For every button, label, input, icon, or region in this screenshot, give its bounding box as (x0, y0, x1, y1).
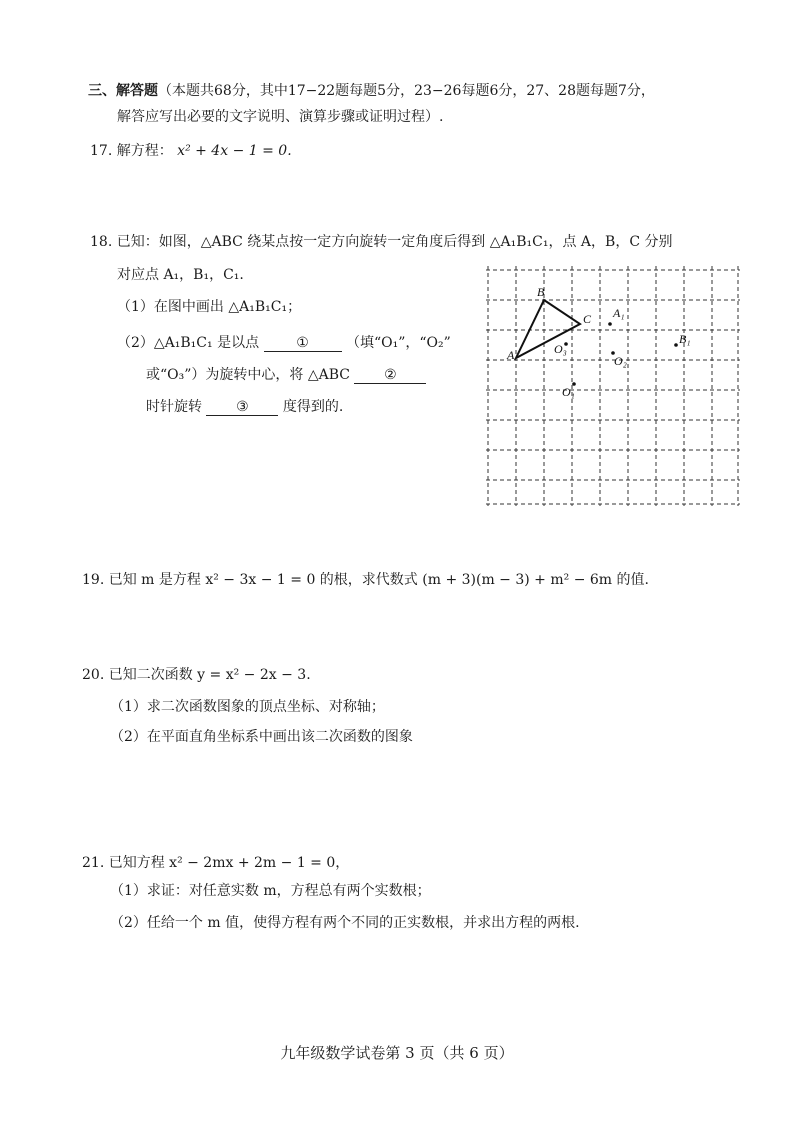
question-number: 19. (82, 572, 105, 588)
label-c: C (583, 312, 592, 326)
section-title: 三、解答题 (88, 83, 158, 99)
label-a: A (507, 348, 515, 362)
label-o2: O₂ (614, 354, 627, 368)
question-label: 解方程： (116, 143, 173, 159)
question-21-part1: （1）求证：对任意实数 m，方程总有两个实数根； (110, 883, 431, 899)
question-18-part2-line2 (146, 364, 426, 384)
label-b1: B₁ (679, 332, 691, 346)
part2-text-a: （2）△A₁B₁C₁ 是以点 (117, 335, 260, 351)
part2-text-e: 度得到的. (282, 399, 344, 415)
part2-text-c: 或“O₃”）为旋转中心，将 △ABC (146, 367, 350, 383)
question-18-line2: 对应点 A₁，B₁，C₁. (117, 267, 244, 283)
question-17 (90, 140, 292, 160)
section-note-line2: 解答应写出必要的文字说明、演算步骤或证明过程）. (117, 109, 444, 125)
question-19 (82, 569, 649, 589)
question-text: 已知 m 是方程 x² − 3x − 1 = 0 的根，求代数式 (m + 3)(m − 3) + m² − 6m 的值. (108, 572, 649, 588)
equation: x² + 4x − 1 = 0. (177, 143, 292, 159)
question-21 (82, 852, 349, 872)
answer-blank-3[interactable]: ③ (206, 399, 278, 416)
point-b1 (674, 343, 678, 347)
question-number: 20. (82, 667, 105, 683)
answer-blank-1[interactable]: ① (264, 335, 342, 352)
label-o1: O₁ (562, 385, 575, 399)
section-header (88, 80, 655, 100)
page-footer: 九年级数学试卷第 3 页（共 6 页） (280, 1044, 514, 1062)
question-18-part2-line1 (117, 332, 451, 352)
question-18-line1 (90, 231, 672, 251)
rotation-grid-figure (480, 256, 746, 508)
triangle-abc (516, 300, 580, 358)
question-21-part2: （2）任给一个 m 值，使得方程有两个不同的正实数根，并求出方程的两根. (110, 915, 580, 931)
question-20 (82, 664, 311, 684)
part2-text-b: （填“O₁”，“O₂” (345, 335, 451, 351)
label-o3: O₃ (554, 342, 567, 356)
question-20-part1: （1）求二次函数图象的顶点坐标、对称轴； (110, 699, 385, 715)
label-a1: A₁ (613, 306, 625, 320)
answer-blank-2[interactable]: ② (354, 367, 426, 384)
part2-text-d: 时针旋转 (146, 399, 202, 415)
question-text: 已知二次函数 y = x² − 2x − 3. (108, 667, 311, 683)
question-number: 21. (82, 855, 105, 871)
dashed-grid (486, 266, 740, 506)
question-text: 已知：如图，△ABC 绕某点按一定方向旋转一定角度后得到 △A₁B₁C₁，点 A，B，C 分别 (116, 234, 673, 250)
question-text: 已知方程 x² − 2mx + 2m − 1 = 0， (108, 855, 350, 871)
question-18-part2-line3 (146, 396, 343, 416)
question-18-part1: （1）在图中画出 △A₁B₁C₁； (117, 299, 302, 315)
question-number: 17. (90, 143, 113, 159)
question-20-part2: （2）在平面直角坐标系中画出该二次函数的图象 (110, 729, 413, 745)
section-note-line1: （本题共68分，其中17−22题每题5分，23−26每题6分，27、28题每题7分， (158, 83, 655, 99)
label-b: B (537, 285, 545, 299)
point-a1 (608, 322, 612, 326)
question-number: 18. (90, 234, 113, 250)
